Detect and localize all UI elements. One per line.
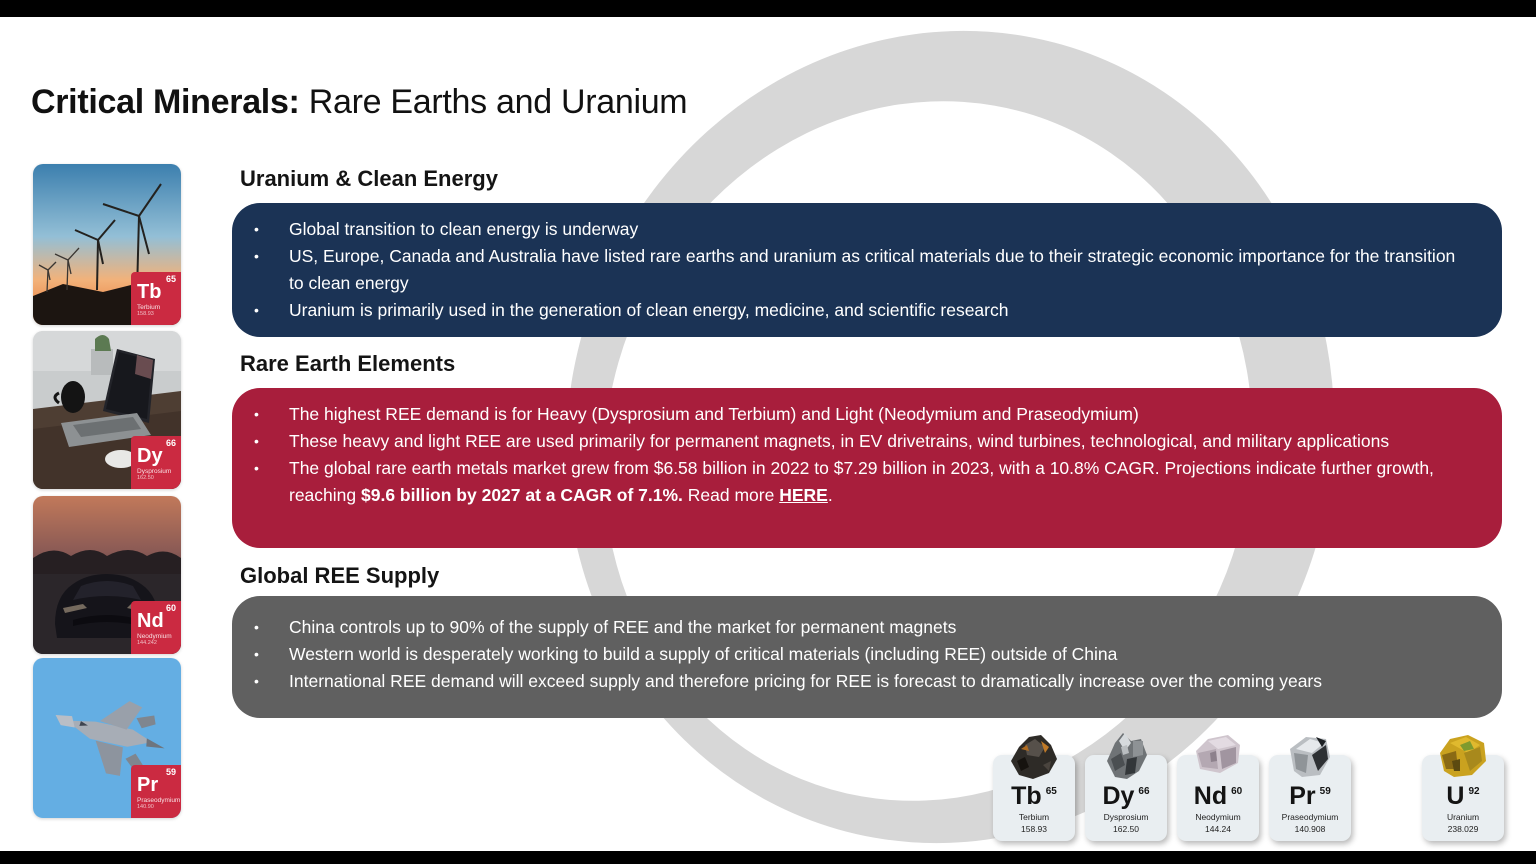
- bullet-dot: •: [254, 673, 259, 689]
- here-link[interactable]: HERE: [779, 485, 828, 505]
- atomic-mass: 158.93: [137, 311, 154, 317]
- element-tile-u: [1422, 755, 1504, 841]
- bullet-text: US, Europe, Canada and Australia have listed rare earths and uranium as critical materials due to their strategic economic importance for the transition to clean energy: [289, 246, 1456, 293]
- photo-card-neodymium: [33, 496, 181, 654]
- element-name: Dysprosium: [137, 468, 172, 475]
- uranium-clean-energy-box: [232, 203, 1502, 337]
- bullet-text: [289, 458, 1434, 505]
- tile-atomic-number: 60: [1231, 786, 1243, 797]
- bullet-item: [232, 641, 1468, 668]
- page-title: [31, 83, 687, 122]
- bullet-item: [232, 243, 1468, 297]
- tile-symbol: Tb: [1011, 782, 1042, 810]
- bullet-item: [232, 428, 1468, 455]
- atomic-number: 59: [165, 767, 176, 777]
- bullet-text: These heavy and light REE are used primarily for permanent magnets, in EV drivetrains, wind turbines, technological, and military applications: [289, 431, 1390, 451]
- tile-symbol-row: [1269, 779, 1351, 809]
- atomic-mass: 140.90: [137, 804, 154, 810]
- bullet-dot: •: [254, 248, 259, 264]
- tile-symbol: U: [1446, 782, 1465, 810]
- tile-atomic-mass: 162.50: [1113, 824, 1139, 834]
- atomic-number: 65: [165, 274, 176, 284]
- market-growth-text: The global rare earth metals market grew from $6.58 billion in 2022 to $7.29 billion in 2023, with a 10.8% CAGR. Projections indicate further growth, reaching: [289, 458, 1434, 505]
- bullet-dot: •: [254, 221, 259, 237]
- tile-atomic-number: 66: [1138, 786, 1150, 797]
- tile-symbol: Pr: [1289, 782, 1316, 810]
- tile-element-name: Praseodymium: [1281, 812, 1339, 822]
- rare-earth-elements-box: [232, 388, 1502, 548]
- letterbox-bottom-bar: [0, 851, 1536, 864]
- element-tile-nd: [1177, 755, 1259, 841]
- bullet-dot: •: [254, 646, 259, 662]
- tile-element-name: Neodymium: [1195, 812, 1241, 822]
- tile-element-name: Uranium: [1446, 812, 1480, 822]
- photo-card-dysprosium: [33, 331, 181, 489]
- page-title-bold: Critical Minerals:: [31, 83, 300, 121]
- element-name: Praseodymium: [137, 797, 181, 804]
- atomic-number: 60: [165, 603, 176, 613]
- element-symbol: Tb: [137, 281, 162, 303]
- bullet-dot: •: [254, 302, 259, 318]
- page-title-regular: Rare Earths and Uranium: [299, 83, 688, 121]
- tile-element-name: Dysprosium: [1103, 812, 1149, 822]
- bullet-text: Western world is desperately working to build a supply of critical materials (including REE) outside of China: [289, 644, 1118, 664]
- element-badge-pr: [131, 765, 181, 818]
- tile-atomic-number: 59: [1319, 786, 1331, 797]
- bullet-dot: •: [254, 433, 259, 449]
- element-symbol: Dy: [137, 445, 163, 467]
- read-more-text: Read more: [682, 485, 780, 505]
- tile-symbol: Nd: [1193, 782, 1228, 810]
- section-heading-supply: Global REE Supply: [240, 563, 440, 588]
- section-heading-uranium: Uranium & Clean Energy: [240, 166, 498, 191]
- praseodymium-mineral-image: [1282, 731, 1338, 779]
- bullet-dot: •: [254, 460, 259, 476]
- tile-symbol-row: [1085, 779, 1167, 809]
- tile-atomic-number: 65: [1045, 786, 1057, 797]
- neodymium-mineral-image: [1190, 731, 1246, 775]
- tile-element-name: Terbium: [1018, 812, 1050, 822]
- element-badge-nd: [131, 601, 181, 654]
- bullet-item: [232, 614, 1468, 641]
- bullet-item: [232, 216, 1468, 243]
- bullet-text: International REE demand will exceed supply and therefore pricing for REE is forecast to dramatically increase over the coming years: [289, 671, 1323, 691]
- tile-atomic-mass: 144.24: [1205, 824, 1231, 834]
- bullet-item: [232, 455, 1468, 509]
- bullet-item: [232, 668, 1468, 695]
- element-badge-dy: [131, 436, 181, 489]
- tile-atomic-mass: 238.029: [1447, 824, 1479, 834]
- dysprosium-mineral-image: [1097, 731, 1155, 781]
- element-symbol: Nd: [137, 610, 164, 632]
- element-symbol: Pr: [137, 774, 159, 796]
- tile-atomic-mass: 140.908: [1294, 824, 1326, 834]
- photo-card-terbium: [33, 164, 181, 325]
- atomic-number: 66: [165, 438, 176, 448]
- bullet-text: The highest REE demand is for Heavy (Dysprosium and Terbium) and Light (Neodymium and Praseodymium): [289, 404, 1139, 424]
- bullet-item: [232, 401, 1468, 428]
- atomic-mass: 162.50: [137, 475, 154, 481]
- bullet-dot: •: [254, 619, 259, 635]
- bullet-dot: •: [254, 406, 259, 422]
- tile-symbol-row: [1422, 779, 1504, 809]
- element-tile-pr: [1269, 755, 1351, 841]
- global-ree-supply-box: [232, 596, 1502, 718]
- atomic-mass: 144.242: [137, 640, 157, 646]
- tile-symbol-row: [993, 779, 1075, 809]
- bullet-item: [232, 297, 1468, 324]
- terbium-mineral-image: [1005, 731, 1063, 781]
- bullet-text: Global transition to clean energy is underway: [289, 219, 639, 239]
- tile-atomic-number: 92: [1468, 786, 1480, 797]
- tile-symbol-row: [1177, 779, 1259, 809]
- element-tile-tb: [993, 755, 1075, 841]
- tile-atomic-mass: 158.93: [1021, 824, 1047, 834]
- market-projection-bold: $9.6 billion by 2027 at a CAGR of 7.1%.: [361, 485, 683, 505]
- bullet-text: Uranium is primarily used in the generation of clean energy, medicine, and scientific research: [289, 300, 1009, 320]
- element-name: Terbium: [137, 304, 161, 311]
- element-badge-tb: [131, 272, 181, 325]
- bullet-text: China controls up to 90% of the supply of REE and the market for permanent magnets: [289, 617, 957, 637]
- element-tile-dy: [1085, 755, 1167, 841]
- slide: [0, 17, 1536, 851]
- uranium-ore-image: [1434, 731, 1492, 779]
- tile-symbol: Dy: [1102, 782, 1135, 810]
- section-heading-ree: Rare Earth Elements: [240, 351, 456, 376]
- element-name: Neodymium: [137, 633, 172, 640]
- period-text: .: [827, 485, 833, 505]
- photo-card-praseodymium: [33, 658, 181, 818]
